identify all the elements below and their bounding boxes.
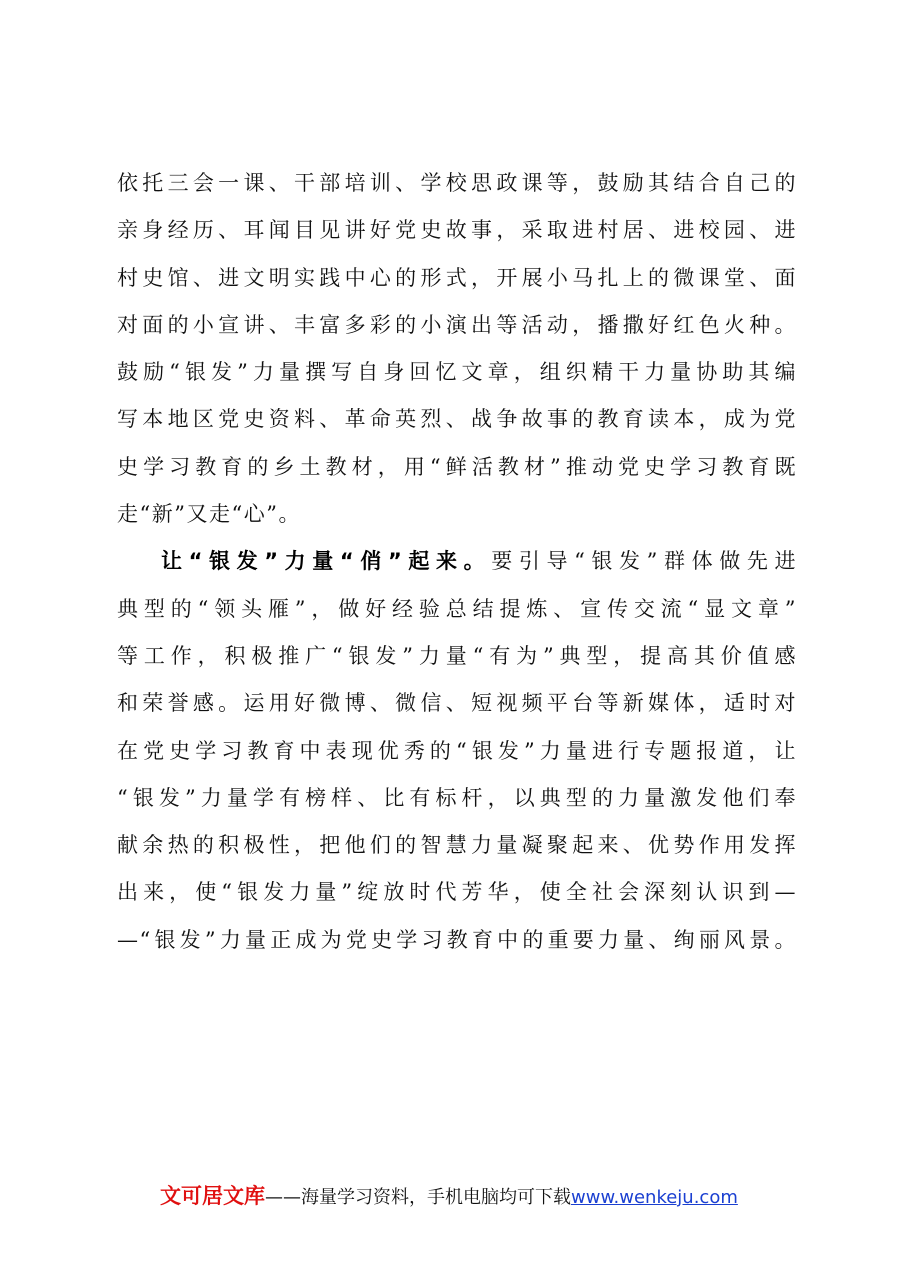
footer-tagline: ——海量学习资料，手机电脑均可下载 bbox=[265, 1187, 571, 1208]
text-line: 对面的小宣讲、丰富多彩的小演出等活动，播撒好红色火种。 bbox=[117, 312, 797, 337]
paragraph-first-rest: 要引导“银发”群体做先进 bbox=[491, 549, 797, 574]
footer-banner bbox=[160, 1181, 780, 1211]
text-line: 村史馆、进文明实践中心的形式，开展小马扎上的微课堂、面 bbox=[117, 265, 797, 290]
text-line: 鼓励“银发”力量撰写自身回忆文章，组织精干力量协助其编 bbox=[117, 360, 797, 385]
footer-brand: 文可居文库 bbox=[160, 1184, 265, 1208]
footer-website-link[interactable]: www.wenkeju.com bbox=[571, 1187, 738, 1208]
paragraph-lead-heading: 让“银发”力量“俏”起来。 bbox=[161, 549, 492, 574]
text-line: 史学习教育的乡土教材，用“鲜活教材”推动党史学习教育既 bbox=[117, 454, 797, 479]
text-line: —“银发”力量正成为党史学习教育中的重要力量、绚丽风景。 bbox=[117, 927, 797, 952]
text-line: 等工作，积极推广“银发”力量“有为”典型，提高其价值感 bbox=[117, 643, 797, 668]
text-line: 典型的“领头雁”，做好经验总结提炼、宣传交流“显文章” bbox=[117, 596, 797, 621]
text-line: 依托三会一课、干部培训、学校思政课等，鼓励其结合自己的 bbox=[117, 171, 797, 195]
text-line: “银发”力量学有榜样、比有标杆，以典型的力量激发他们奉 bbox=[117, 785, 797, 810]
text-line: 献余热的积极性，把他们的智慧力量凝聚起来、优势作用发挥 bbox=[117, 833, 797, 858]
text-line: 写本地区党史资料、革命英烈、战争故事的教育读本，成为党 bbox=[117, 407, 797, 432]
text-line: 亲身经历、耳闻目见讲好党史故事，采取进村居、进校园、进 bbox=[117, 218, 797, 243]
document-body bbox=[117, 160, 797, 964]
text-line: 走“新”又走“心”。 bbox=[117, 502, 301, 527]
text-line: 在党史学习教育中表现优秀的“银发”力量进行专题报道，让 bbox=[117, 738, 797, 763]
paragraph-first-line bbox=[117, 538, 797, 585]
text-line: 出来，使“银发力量”绽放时代芳华，使全社会深刻认识到— bbox=[117, 880, 797, 905]
text-line: 和荣誉感。运用好微博、微信、短视频平台等新媒体，适时对 bbox=[117, 691, 797, 716]
